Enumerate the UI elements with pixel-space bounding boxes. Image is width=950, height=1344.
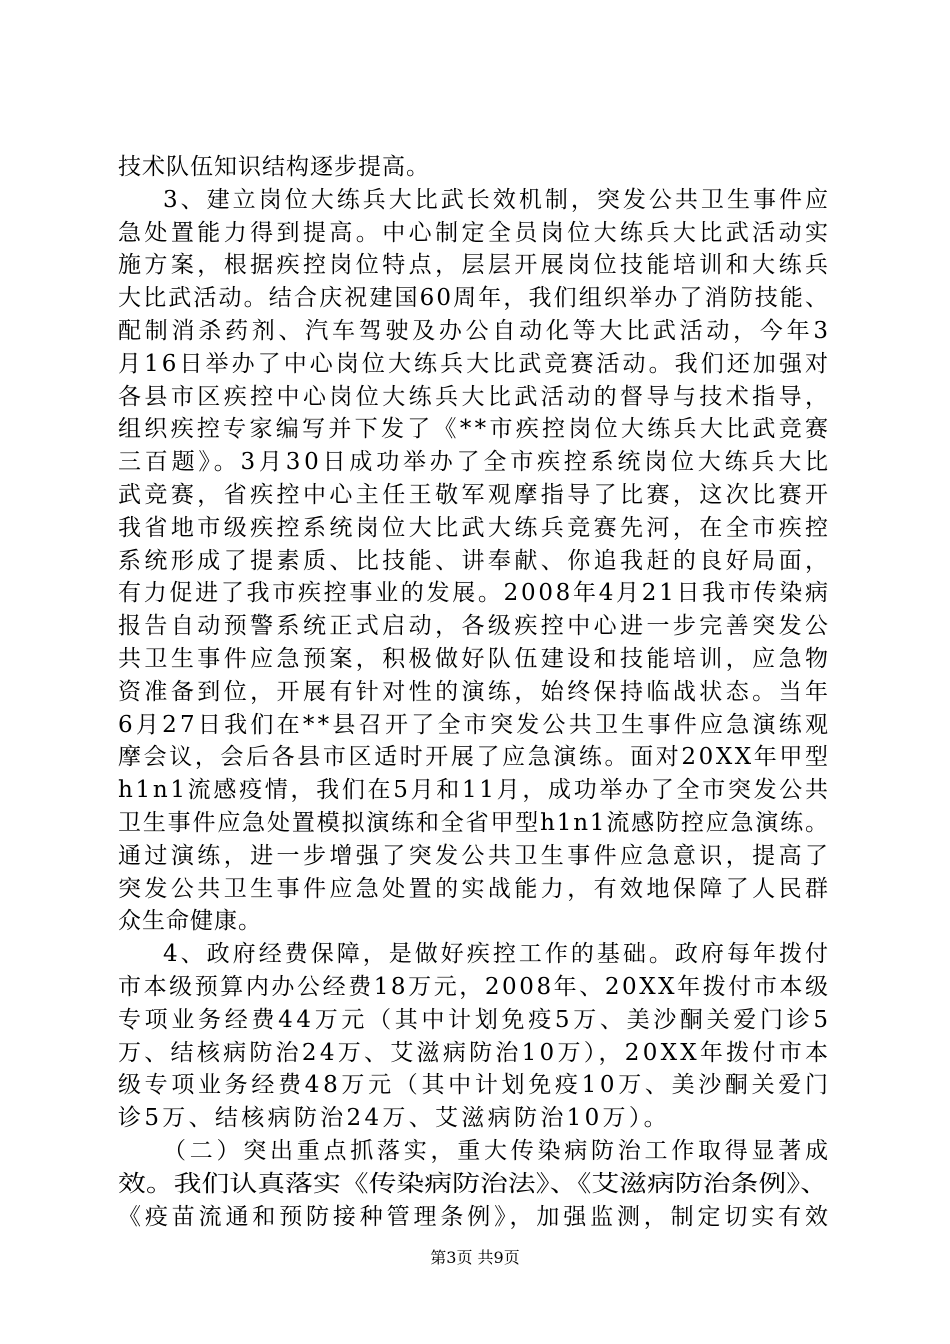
- text-line: [0, 609, 950, 643]
- text-line-content: 大比武活动。结合庆祝建国60周年，我们组织举办了消防技能、: [118, 285, 831, 312]
- text-line-content: 市本级预算内办公经费18万元，2008年、20XX年拨付市本级: [118, 974, 831, 1000]
- text-line-content: 通过演练，进一步增强了突发公共卫生事件应急意识，提高了: [118, 842, 832, 869]
- text-line-content: 技术队伍知识结构逐步提高。: [118, 154, 430, 180]
- text-line-content: 月16日举办了中心岗位大练兵大比武竞赛活动。我们还加强对: [118, 350, 832, 377]
- text-line-content: 4、政府经费保障，是做好疾控工作的基础。政府每年拨付: [163, 941, 832, 968]
- text-line: [0, 740, 950, 774]
- text-line-content: 三百题》。3月30日成功举办了全市疾控系统岗位大练兵大比: [118, 449, 832, 476]
- text-line: [0, 1101, 950, 1135]
- text-line: [0, 708, 950, 742]
- text-line-content: 有力促进了我市疾控事业的发展。2008年4月21日我市传染病: [118, 580, 831, 607]
- text-line: [0, 1036, 950, 1070]
- text-line: [0, 380, 950, 414]
- text-line: [0, 248, 950, 282]
- text-line: [0, 773, 950, 807]
- text-line: [0, 544, 950, 578]
- text-line-content: 卫生事件应急处置模拟演练和全省甲型h1n1流感防控应急演练。: [118, 810, 830, 836]
- text-line-content: 摩会议，会后各县市区适时开展了应急演练。面对20XX年甲型: [118, 744, 831, 771]
- text-line-content: 急处置能力得到提高。中心制定全员岗位大练兵大比武活动实: [118, 219, 832, 246]
- text-line: [0, 314, 950, 348]
- text-line-content: 众生命健康。: [118, 908, 262, 935]
- text-line-content: 诊5万、结核病防治24万、艾滋病防治10万）。: [118, 1105, 670, 1132]
- text-line: [0, 872, 950, 906]
- text-line-content: 我省地市级疾控系统岗位大比武大练兵竞赛先河，在全市疾控: [118, 514, 832, 541]
- text-line-content: 效。我们认真落实《传染病防治法》、《艾滋病防治条例》、: [118, 1170, 828, 1197]
- text-line: [0, 281, 950, 315]
- text-line: [0, 1200, 950, 1234]
- text-line: [0, 183, 950, 217]
- text-line: [0, 839, 950, 873]
- text-line-content: 各县市区疾控中心岗位大练兵大比武活动的督导与技术指导，: [118, 383, 832, 410]
- text-line: [0, 1167, 950, 1201]
- text-line: [0, 937, 950, 971]
- text-line-content: 3、建立岗位大练兵大比武长效机制，突发公共卫生事件应: [163, 186, 832, 213]
- text-line-content: 武竞赛，省疾控中心主任王敬军观摩指导了比赛，这次比赛开: [118, 482, 832, 508]
- text-line: [0, 806, 950, 840]
- text-line: [0, 970, 950, 1004]
- text-line: [0, 347, 950, 381]
- text-line-content: （二）突出重点抓落实，重大传染病防治工作取得显著成: [163, 1138, 832, 1164]
- text-line-content: 6月27日我们在**县召开了全市突发公共卫生事件应急演练观: [118, 711, 832, 738]
- text-line: [0, 904, 950, 938]
- text-line: [0, 216, 950, 250]
- text-line-content: 专项业务经费44万元（其中计划免疫5万、美沙酮关爱门诊5: [118, 1006, 832, 1033]
- text-line-content: 级专项业务经费48万元（其中计划免疫10万、美沙酮关爱门: [118, 1072, 832, 1099]
- text-line-content: 系统形成了提素质、比技能、讲奉献、你追我赶的良好局面，: [118, 547, 832, 574]
- text-line-content: 施方案，根据疾控岗位特点，层层开展岗位技能培训和大练兵: [118, 252, 832, 279]
- text-line-content: 报告自动预警系统正式启动，各级疾控中心进一步完善突发公: [118, 613, 832, 640]
- text-line: [0, 1134, 950, 1168]
- text-line-content: 万、结核病防治24万、艾滋病防治10万），20XX年拨付市本: [118, 1039, 832, 1066]
- text-line: [0, 445, 950, 479]
- text-line-content: 突发公共卫生事件应急处置的实战能力，有效地保障了人民群: [118, 875, 832, 902]
- text-line: [0, 576, 950, 610]
- text-line: [0, 478, 950, 512]
- text-line-content: 配制消杀药剂、汽车驾驶及办公自动化等大比武活动，今年3: [118, 318, 832, 344]
- text-line: [0, 412, 950, 446]
- text-line: [0, 150, 950, 184]
- text-line: [0, 642, 950, 676]
- text-line: [0, 1003, 950, 1037]
- text-line: [0, 1068, 950, 1102]
- text-line-content: h1n1流感疫情，我们在5月和11月，成功举办了全市突发公共: [118, 777, 831, 804]
- text-line-content: 《疫苗流通和预防接种管理条例》，加强监测，制定切实有效: [118, 1203, 832, 1230]
- text-line-content: 组织疾控专家编写并下发了《**市疾控岗位大练兵大比武竞赛: [118, 416, 832, 443]
- text-line-content: 资准备到位，开展有针对性的演练，始终保持临战状态。当年: [118, 678, 832, 705]
- text-line: [0, 511, 950, 545]
- text-line-content: 共卫生事件应急预案，积极做好队伍建设和技能培训，应急物: [118, 646, 832, 672]
- text-line: [0, 675, 950, 709]
- page-footer: 第3页 共9页: [430, 1248, 520, 1267]
